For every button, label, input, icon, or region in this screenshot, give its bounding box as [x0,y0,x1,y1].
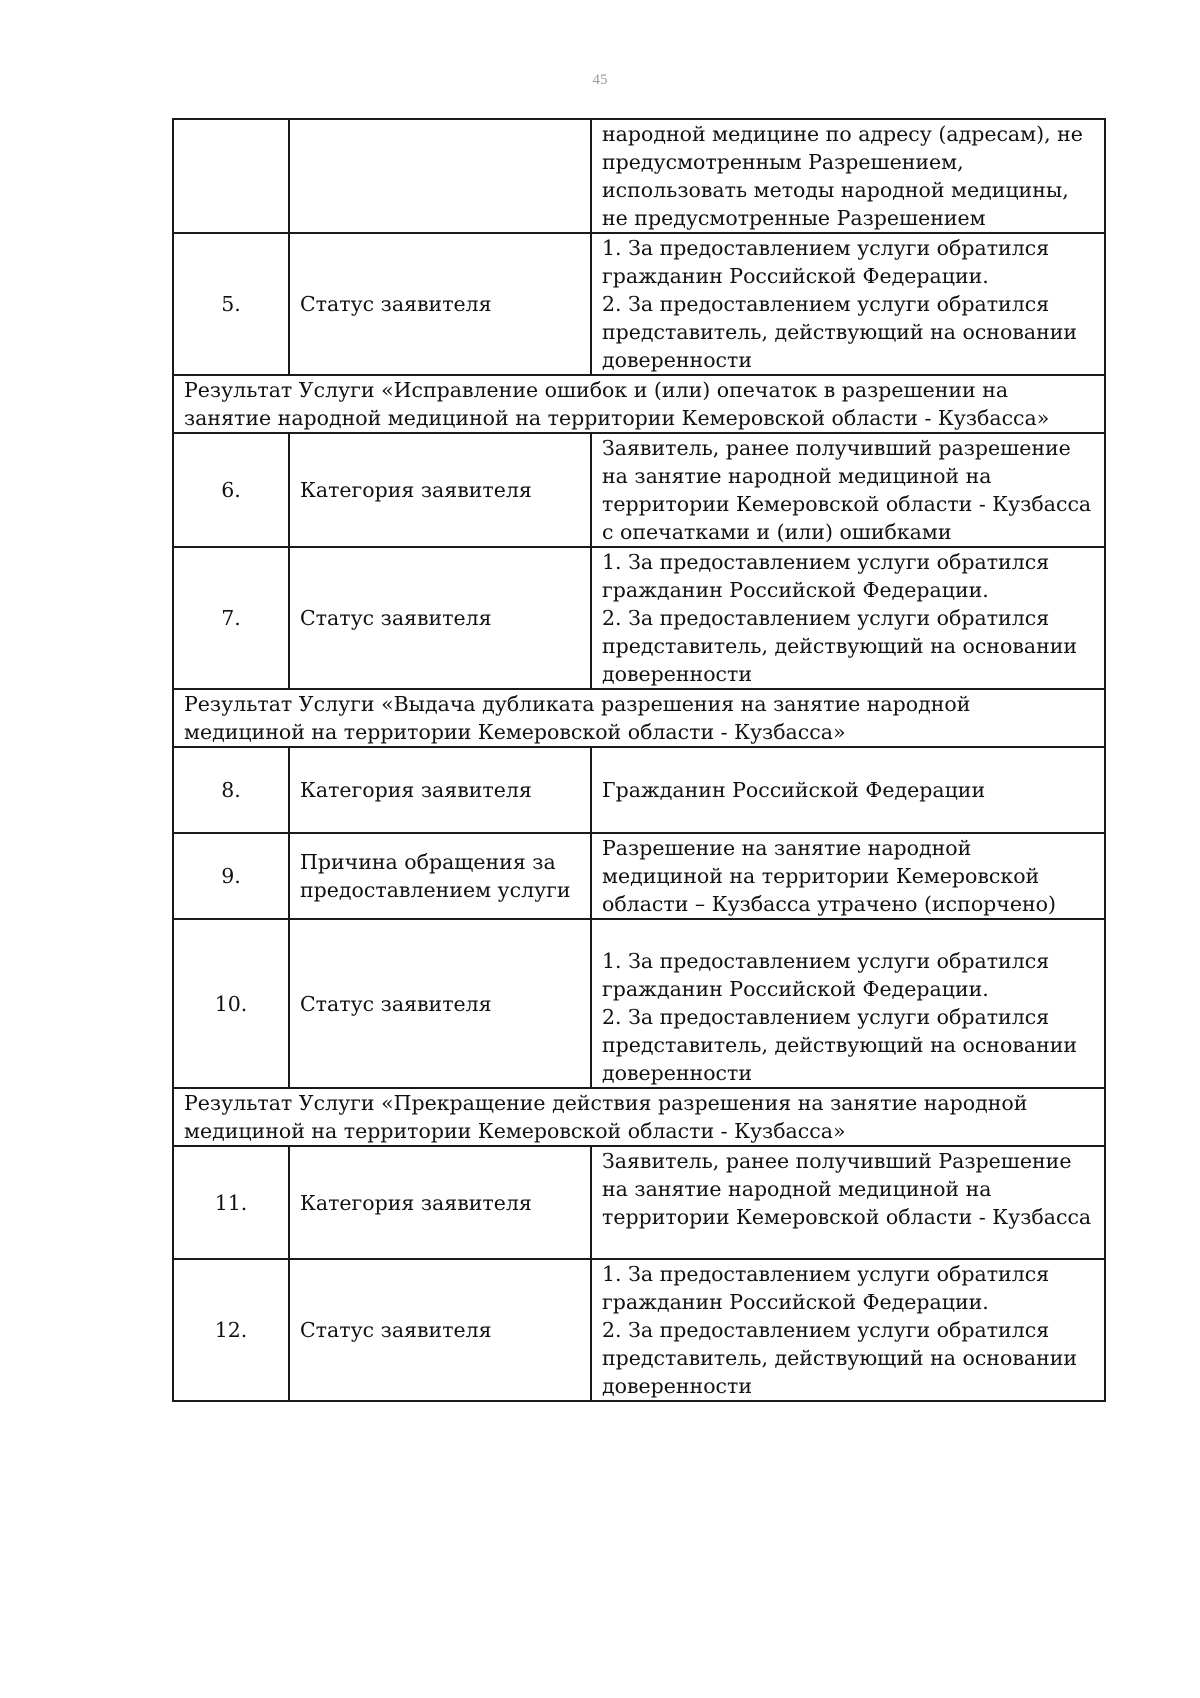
row-parameter: Статус заявителя [289,919,591,1088]
table-row [173,919,1105,1088]
table-row [173,747,1105,833]
section-title: Результат Услуги «Исправление ошибок и (или) опечаток в разрешении на занятие народной медициной на территории Кемеровской области - Кузбасса» [173,375,1105,433]
row-number: 8. [173,747,289,833]
row-number: 7. [173,547,289,689]
section-header-row [173,375,1105,433]
row-parameter: Причина обращения за предоставлением услуги [289,833,591,919]
row-value: народной медицине по адресу (адресам), не предусмотренным Разрешением, использовать методы народной медицины, не предусмотренные Разрешением [591,119,1105,233]
row-parameter: Категория заявителя [289,747,591,833]
row-value: 1. За предоставлением услуги обратился гражданин Российской Федерации. 2. За предоставлением услуги обратился представитель, действующий на основании доверенности [591,233,1105,375]
row-number: 6. [173,433,289,547]
row-value: Разрешение на занятие народной медициной на территории Кемеровской области – Кузбасса утрачено (испорчено) [591,833,1105,919]
row-parameter: Статус заявителя [289,547,591,689]
table-row [173,119,1105,233]
table-row [173,1146,1105,1259]
table-row [173,1259,1105,1401]
row-number [173,119,289,233]
table-row [173,433,1105,547]
row-parameter: Статус заявителя [289,1259,591,1401]
table-row [173,547,1105,689]
section-header-row [173,1088,1105,1146]
section-header-row [173,689,1105,747]
row-value: 1. За предоставлением услуги обратился гражданин Российской Федерации. 2. За предоставлением услуги обратился представитель, действующий на основании доверенности [591,919,1105,1088]
row-number: 9. [173,833,289,919]
row-number: 5. [173,233,289,375]
page-number: 45 [592,72,608,88]
row-value: 1. За предоставлением услуги обратился гражданин Российской Федерации. 2. За предоставлением услуги обратился представитель, действующий на основании доверенности [591,1259,1105,1401]
row-parameter: Категория заявителя [289,433,591,547]
row-value: 1. За предоставлением услуги обратился гражданин Российской Федерации. 2. За предоставлением услуги обратился представитель, действующий на основании доверенности [591,547,1105,689]
table-row [173,833,1105,919]
row-parameter: Статус заявителя [289,233,591,375]
applicant-table [172,118,1106,1402]
row-value: Заявитель, ранее получивший Разрешение на занятие народной медициной на территории Кемеровской области - Кузбасса [591,1146,1105,1259]
section-title: Результат Услуги «Прекращение действия разрешения на занятие народной медициной на территории Кемеровской области - Кузбасса» [173,1088,1105,1146]
row-parameter [289,119,591,233]
row-value: Заявитель, ранее получивший разрешение на занятие народной медициной на территории Кемеровской области - Кузбасса с опечатками и (или) ошибками [591,433,1105,547]
row-number: 11. [173,1146,289,1259]
row-parameter: Категория заявителя [289,1146,591,1259]
row-number: 12. [173,1259,289,1401]
row-number: 10. [173,919,289,1088]
table-row [173,233,1105,375]
section-title: Результат Услуги «Выдача дубликата разрешения на занятие народной медициной на территории Кемеровской области - Кузбасса» [173,689,1105,747]
row-value: Гражданин Российской Федерации [591,747,1105,833]
